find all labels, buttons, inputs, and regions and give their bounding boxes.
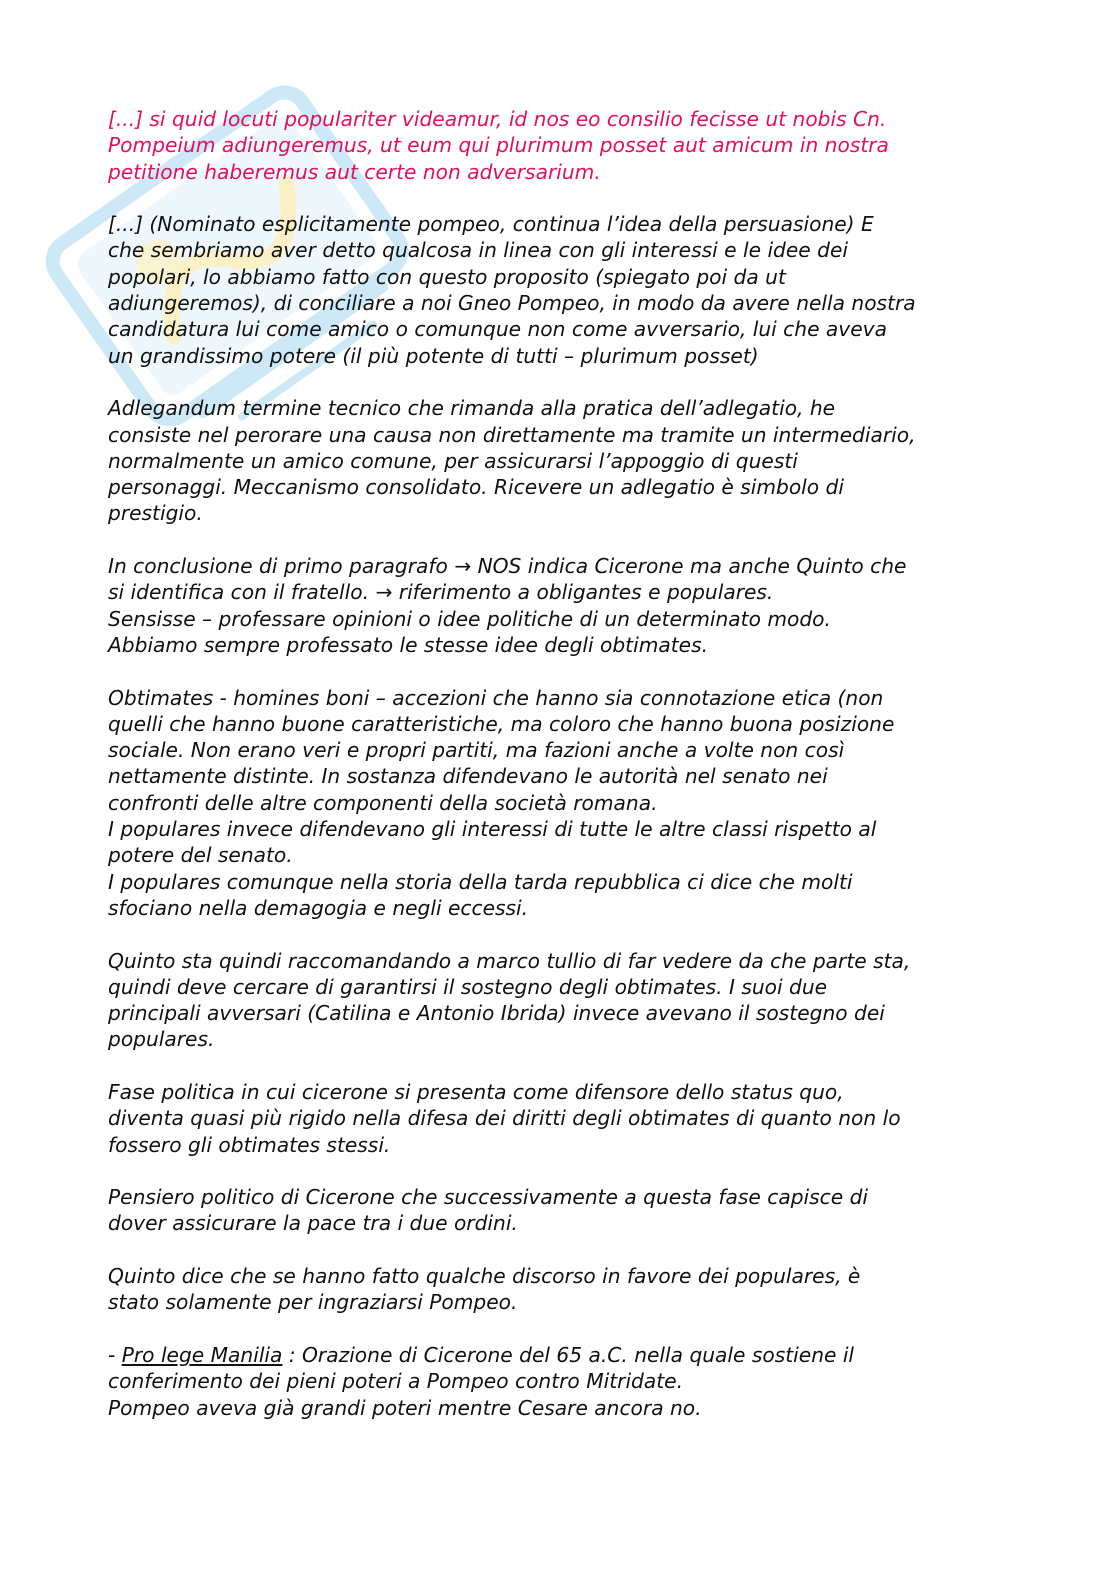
text-line: che sembriamo aver detto qualcosa in linea con gli interessi e le idee dei (108, 238, 848, 263)
text-line: In conclusione di primo paragrafo → NOS indica Cicerone ma anche Quinto che (108, 554, 907, 579)
text-line: sociale. Non erano veri e propri partiti, ma fazioni anche a volte non così (108, 738, 845, 763)
text-line: potere del senato. (108, 843, 293, 868)
text-line: [...] (Nominato esplicitamente pompeo, continua l’idea della persuasione) E (108, 212, 874, 237)
quote-line: Pompeium adiungeremus, ut eum qui plurimum posset aut amicum in nostra (108, 133, 889, 158)
text-line: si identifica con il fratello. → riferimento a obligantes e populares. (108, 580, 774, 605)
paragraph-fase-politica (108, 1079, 1008, 1158)
text-line: dover assicurare la pace tra i due ordini. (108, 1211, 518, 1236)
quote-line: [...] si quid locuti populariter videamur, id nos eo consilio fecisse ut nobis Cn. (108, 107, 887, 131)
document-body (108, 106, 1008, 1421)
paragraph-translation (108, 211, 1008, 369)
text-line: quindi deve cercare di garantirsi il sostegno degli obtimates. I suoi due (108, 974, 828, 999)
text-line: Pompeo aveva già grandi poteri mentre Cesare ancora no. (108, 1395, 702, 1420)
text-line: Sensisse – professare opinioni o idee politiche di un determinato modo. (108, 606, 831, 631)
text-line: candidatura lui come amico o comunque non come avversario, lui che aveva (108, 317, 887, 342)
paragraph-obtimates (108, 685, 1008, 922)
text-line: fossero gli obtimates stessi. (108, 1132, 391, 1157)
quote-line: petitione haberemus aut certe non adversarium. (108, 159, 601, 184)
paragraph-adlegandum (108, 395, 1008, 526)
text-line: stato solamente per ingraziarsi Pompeo. (108, 1290, 518, 1315)
paragraph-conclusione (108, 553, 1008, 658)
text-line: prestigio. (108, 501, 203, 526)
paragraph-pensiero-politico (108, 1184, 1008, 1237)
text-line: popolari, lo abbiamo fatto con questo proposito (spiegato poi da ut (108, 264, 786, 289)
paragraph-quinto-raccomanda (108, 948, 1008, 1053)
text-line: diventa quasi più rigido nella difesa dei diritti degli obtimates di quanto non lo (108, 1106, 901, 1131)
text-line: confronti delle altre componenti della società romana. (108, 790, 658, 815)
text-fragment: : Orazione di Cicerone del 65 a.C. nella quale sostiene il (282, 1342, 855, 1367)
paragraph-quinto-dice (108, 1263, 1008, 1316)
text-line: I populares invece difendevano gli interessi di tutte le altre classi rispetto al (108, 817, 877, 842)
latin-quote (108, 106, 1008, 185)
list-dash: - (108, 1342, 122, 1367)
text-line: un grandissimo potere (il più potente di tutti – plurimum posset) (108, 343, 759, 368)
pro-lege-manilia-title: Pro lege Manilia (121, 1342, 283, 1367)
text-line: Quinto dice che se hanno fatto qualche discorso in favore dei populares, è (108, 1264, 861, 1289)
text-line: conferimento dei pieni poteri a Pompeo contro Mitridate. (108, 1369, 683, 1394)
text-line: quelli che hanno buone caratteristiche, ma coloro che hanno buona posizione (108, 711, 895, 736)
text-line: Abbiamo sempre professato le stesse idee degli obtimates. (108, 632, 709, 657)
text-line: I populares comunque nella storia della tarda repubblica ci dice che molti (108, 869, 853, 894)
text-line: Adlegandum termine tecnico che rimanda alla pratica dell’adlegatio, he (108, 396, 836, 421)
text-line: populares. (108, 1027, 215, 1052)
text-line: normalmente un amico comune, per assicurarsi l’appoggio di questi (108, 448, 798, 473)
text-line: nettamente distinte. In sostanza difendevano le autorità nel senato nei (108, 764, 828, 789)
text-line: personaggi. Meccanismo consolidato. Ricevere un adlegatio è simbolo di (108, 475, 844, 500)
text-line: Obtimates - homines boni – accezioni che hanno sia connotazione etica (non (108, 685, 884, 710)
text-line (108, 1342, 1008, 1368)
text-line: Fase politica in cui cicerone si presenta come difensore dello status quo, (108, 1079, 844, 1104)
text-line: consiste nel perorare una causa non direttamente ma tramite un intermediario, (108, 422, 916, 447)
text-line: Pensiero politico di Cicerone che successivamente a questa fase capisce di (108, 1185, 869, 1210)
text-line: principali avversari (Catilina e Antonio Ibrida) invece avevano il sostegno dei (108, 1001, 885, 1026)
text-line: sfociano nella demagogia e negli eccessi. (108, 895, 529, 920)
paragraph-pro-lege-manilia (108, 1342, 1008, 1421)
text-line: adiungeremos), di conciliare a noi Gneo Pompeo, in modo da avere nella nostra (108, 291, 916, 316)
text-line: Quinto sta quindi raccomandando a marco tullio di far vedere da che parte sta, (108, 948, 911, 973)
